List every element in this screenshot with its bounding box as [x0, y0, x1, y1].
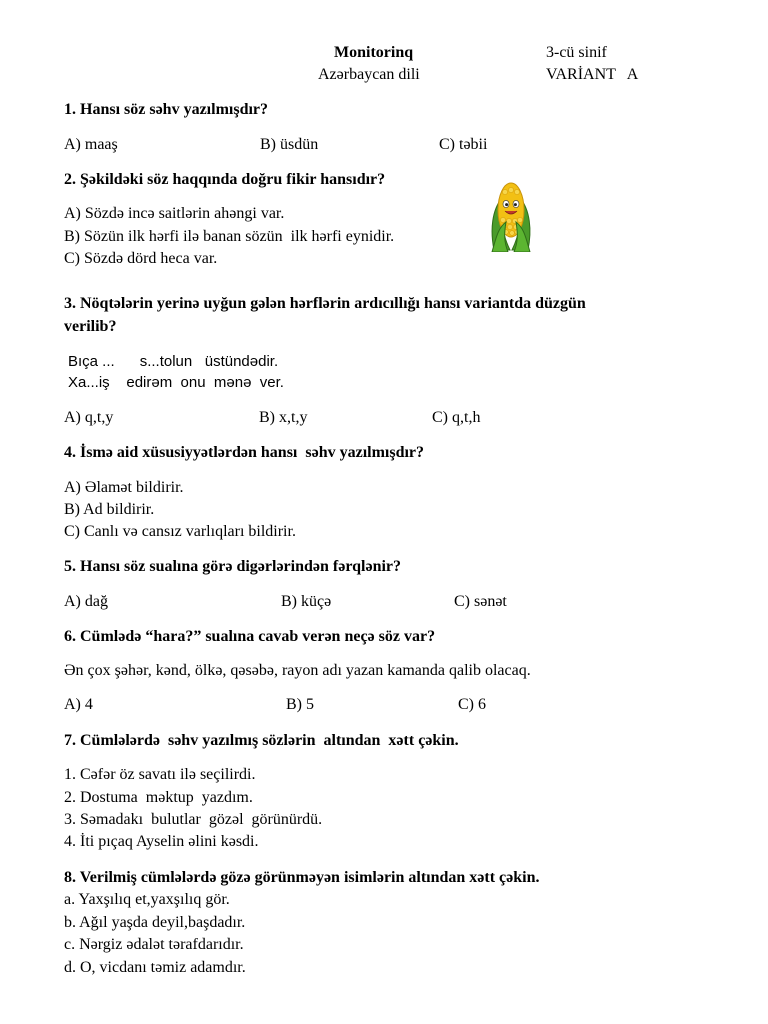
grade-label: 3-cü sinif — [546, 44, 607, 61]
q8-item-d: d. O, vicdanı təmiz adamdır. — [64, 959, 246, 976]
q2-option-b: B) Sözün ilk hərfi ilə banan sözün ilk hərfi eynidir. — [64, 228, 395, 245]
q5-option-a: A) dağ — [64, 593, 108, 610]
q7-item-2: 2. Dostuma məktup yazdım. — [64, 789, 253, 806]
q1-option-b: B) üsdün — [260, 136, 319, 153]
question-1: 1. Hansı söz səhv yazılmışdır? — [64, 101, 269, 118]
q4-option-a: A) Əlamət bildirir. — [64, 479, 184, 496]
q7-item-4: 4. İti pıçaq Ayselin əlini kəsdi. — [64, 833, 259, 850]
q3-text-line-1: Bıça ... s...tolun üstündədir. — [68, 353, 279, 370]
question-3-line-2: verilib? — [64, 318, 117, 335]
q6-option-a: A) 4 — [64, 696, 93, 713]
question-4: 4. İsmə aid xüsusiyyətlərdən hansı səhv yazılmışdır? — [64, 444, 425, 461]
question-7: 7. Cümlələrdə səhv yazılmış sözlərin altından xətt çəkin. — [64, 732, 459, 749]
q7-item-1: 1. Cəfər öz savatı ilə seçilirdi. — [64, 766, 256, 783]
q6-option-c: C) 6 — [458, 696, 486, 713]
q2-option-c: C) Sözdə dörd heca var. — [64, 250, 218, 267]
q8-item-a: a. Yaxşılıq et,yaxşılıq gör. — [64, 891, 230, 908]
question-3-line-1: 3. Nöqtələrin yerinə uyğun gələn hərflərin ardıcıllığı hansı variantda düzgün — [64, 295, 586, 312]
variant-label: VARİANT A — [546, 66, 639, 83]
q2-option-a: A) Sözdə incə saitlərin ahəngi var. — [64, 205, 285, 222]
q3-text-line-2: Xa...iş edirəm onu mənə ver. — [68, 374, 284, 391]
question-6: 6. Cümlədə “hara?” sualına cavab verən neçə söz var? — [64, 628, 436, 645]
q8-item-c: c. Nərgiz ədalət tərafdarıdır. — [64, 936, 244, 953]
q4-option-b: B) Ad bildirir. — [64, 501, 155, 518]
q1-option-c: C) təbii — [439, 136, 488, 153]
worksheet-subject: Azərbaycan dili — [318, 66, 420, 83]
question-2: 2. Şəkildəki söz haqqında doğru fikir hansıdır? — [64, 171, 386, 188]
corn-cob-icon — [488, 180, 534, 252]
q3-option-b: B) x,t,y — [259, 409, 308, 426]
q1-option-a: A) maaş — [64, 136, 118, 153]
q3-option-c: C) q,t,h — [432, 409, 481, 426]
q4-option-c: C) Canlı və cansız varlıqları bildirir. — [64, 523, 296, 540]
question-8: 8. Verilmiş cümlələrdə gözə görünməyən isimlərin altından xətt çəkin. — [64, 869, 540, 886]
q3-option-a: A) q,t,y — [64, 409, 114, 426]
q5-option-b: B) küçə — [281, 593, 332, 610]
worksheet-title: Monitorinq — [334, 44, 414, 61]
q8-item-b: b. Ağıl yaşda deyil,başdadır. — [64, 914, 246, 931]
q5-option-c: C) sənət — [454, 593, 507, 610]
q6-option-b: B) 5 — [286, 696, 314, 713]
q6-sentence: Ən çox şəhər, kənd, ölkə, qəsəbə, rayon adı yazan kamanda qalib olacaq. — [64, 662, 531, 679]
question-5: 5. Hansı söz sualına görə digərlərindən fərqlənir? — [64, 558, 402, 575]
q7-item-3: 3. Səmadakı bulutlar gözəl görünürdü. — [64, 811, 323, 828]
